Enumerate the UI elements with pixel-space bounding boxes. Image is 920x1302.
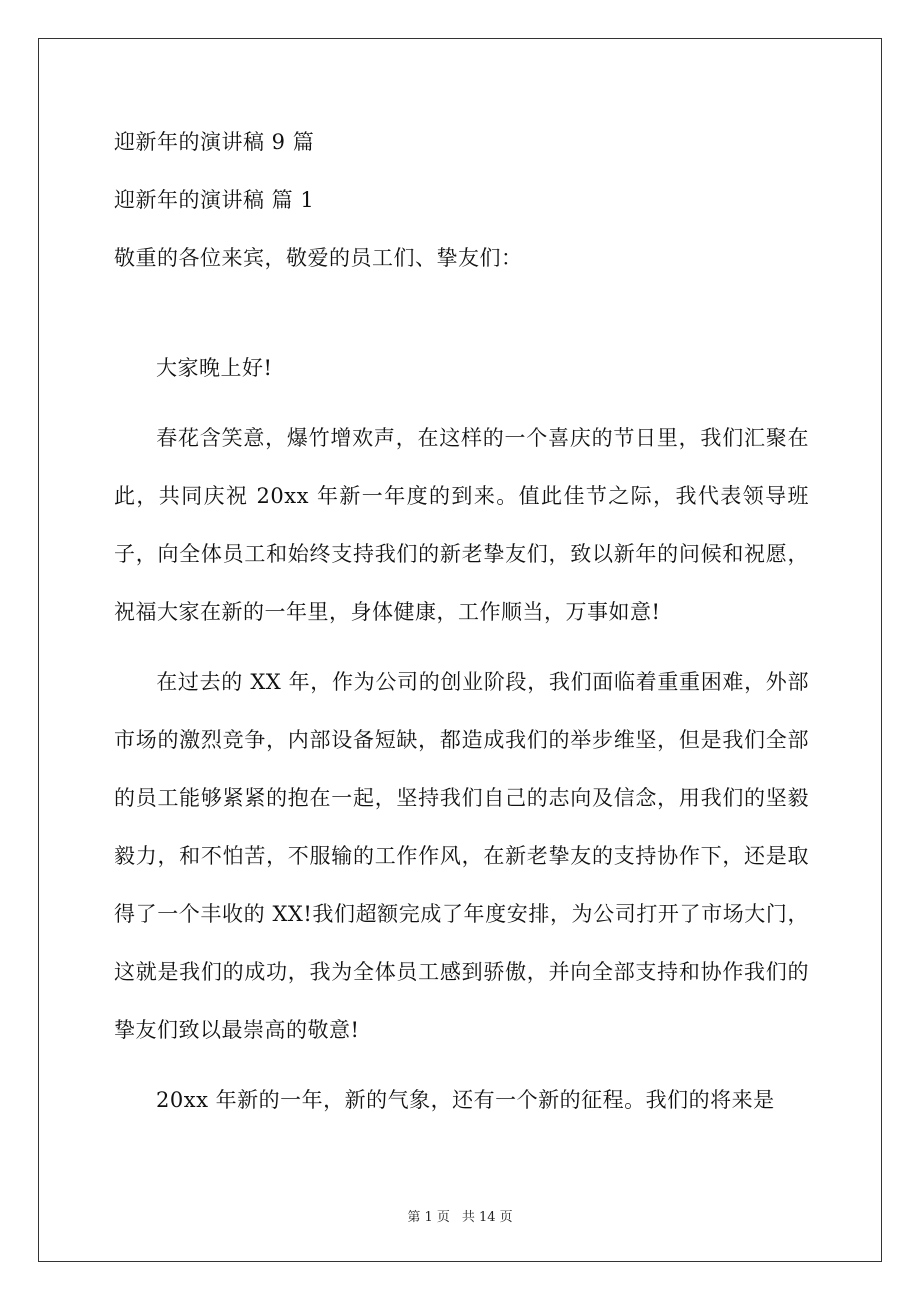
paragraph-text: 20xx 年新的一年，新的气象，还有一个新的征程。我们的将来是 <box>156 1088 775 1112</box>
paragraph <box>114 653 809 1059</box>
document-body <box>114 121 809 1141</box>
paragraph-text: 在过去的 XX 年，作为公司的创业阶段，我们面临着重重困难，外部市场的激烈竞争，内部设备短缺，都造成我们的举步维坚，但是我们全部的员工能够紧紧的抱在一起，坚持我们自己的志向及信念，用我们的坚毅毅力，和不怕苦，不服输的工作作风，在新老挚友的支持协作下，还是取得了一个丰收的 XX!我们超额完成了年度安排，为公司打开了市场大门，这就是我们的成功，我为全体员工感到骄傲，并向全部支持和协作我们的挚友们致以最崇高的敬意! <box>114 670 809 1042</box>
page-number: 第 1 页 <box>407 1210 450 1225</box>
section-title: 迎新年的演讲稿 篇 1 <box>114 188 315 212</box>
greeting-paragraph <box>114 339 809 397</box>
page-footer <box>0 1206 920 1225</box>
paragraph <box>114 1071 809 1129</box>
salutation: 敬重的各位来宾，敬爱的员工们、挚友们： <box>114 246 523 270</box>
greeting-text: 大家晚上好! <box>156 356 273 380</box>
paragraph <box>114 409 809 641</box>
paragraph-text: 春花含笑意，爆竹增欢声，在这样的一个喜庆的节日里，我们汇聚在此，共同庆祝 20xx 年新一年度的到来。值此佳节之际，我代表领导班子，向全体员工和始终支持我们的新老挚友们，致以新年的问候和祝愿，祝福大家在新的一年里，身体健康，工作顺当，万事如意! <box>114 426 809 624</box>
page-total: 共 14 页 <box>461 1210 513 1225</box>
document-title: 迎新年的演讲稿 9 篇 <box>114 130 315 154</box>
spacer <box>114 279 809 339</box>
